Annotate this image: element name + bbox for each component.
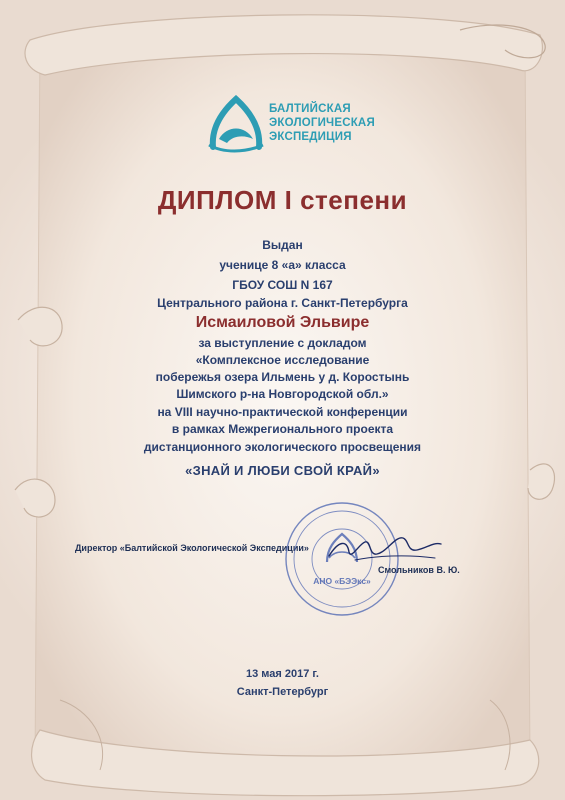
reason-line: побережья озера Ильмень у д. Коростынь — [155, 370, 410, 384]
stamp-text: АНО «БЭЭкс» — [313, 576, 371, 586]
reason-line: «Комплексное исследование — [195, 353, 370, 367]
logo-text — [269, 102, 379, 144]
handwritten-signature — [325, 530, 445, 570]
school-name: ГБОУ СОШ N 167 — [232, 278, 333, 292]
dome-wave-logo-icon — [205, 95, 267, 153]
issued-label: Выдан — [262, 238, 303, 252]
logo-line: ЭКОЛОГИЧЕСКАЯ — [269, 117, 375, 129]
organization-logo — [205, 95, 380, 155]
reason-line: на VIII научно-практической конференции — [157, 405, 408, 419]
student-grade: ученице 8 «а» класса — [219, 258, 346, 272]
issue-date: 13 мая 2017 г. — [246, 668, 319, 680]
reason-line: дистанционного экологического просвещения — [143, 440, 422, 454]
project-name: «ЗНАЙ И ЛЮБИ СВОЙ КРАЙ» — [185, 463, 380, 478]
reason-line: за выступление с докладом — [198, 336, 367, 350]
recipient-name: Исмаиловой Эльвире — [195, 314, 370, 331]
diploma-title: ДИПЛОМ I степени — [157, 185, 408, 215]
reason-line: Шимского р-на Новгородской обл.» — [176, 387, 389, 401]
logo-line: ЭКСПЕДИЦИЯ — [269, 131, 352, 143]
issue-city: Санкт-Петербург — [236, 686, 329, 698]
signer-name: Смольников В. Ю. — [378, 565, 460, 575]
director-title: Директор «Балтийской Экологической Экспедиции» — [75, 543, 309, 553]
logo-line: БАЛТИЙСКАЯ — [269, 103, 351, 115]
reason-line: в рамках Межрегионального проекта — [171, 422, 394, 436]
school-district: Центрального района г. Санкт-Петербурга — [157, 296, 408, 310]
